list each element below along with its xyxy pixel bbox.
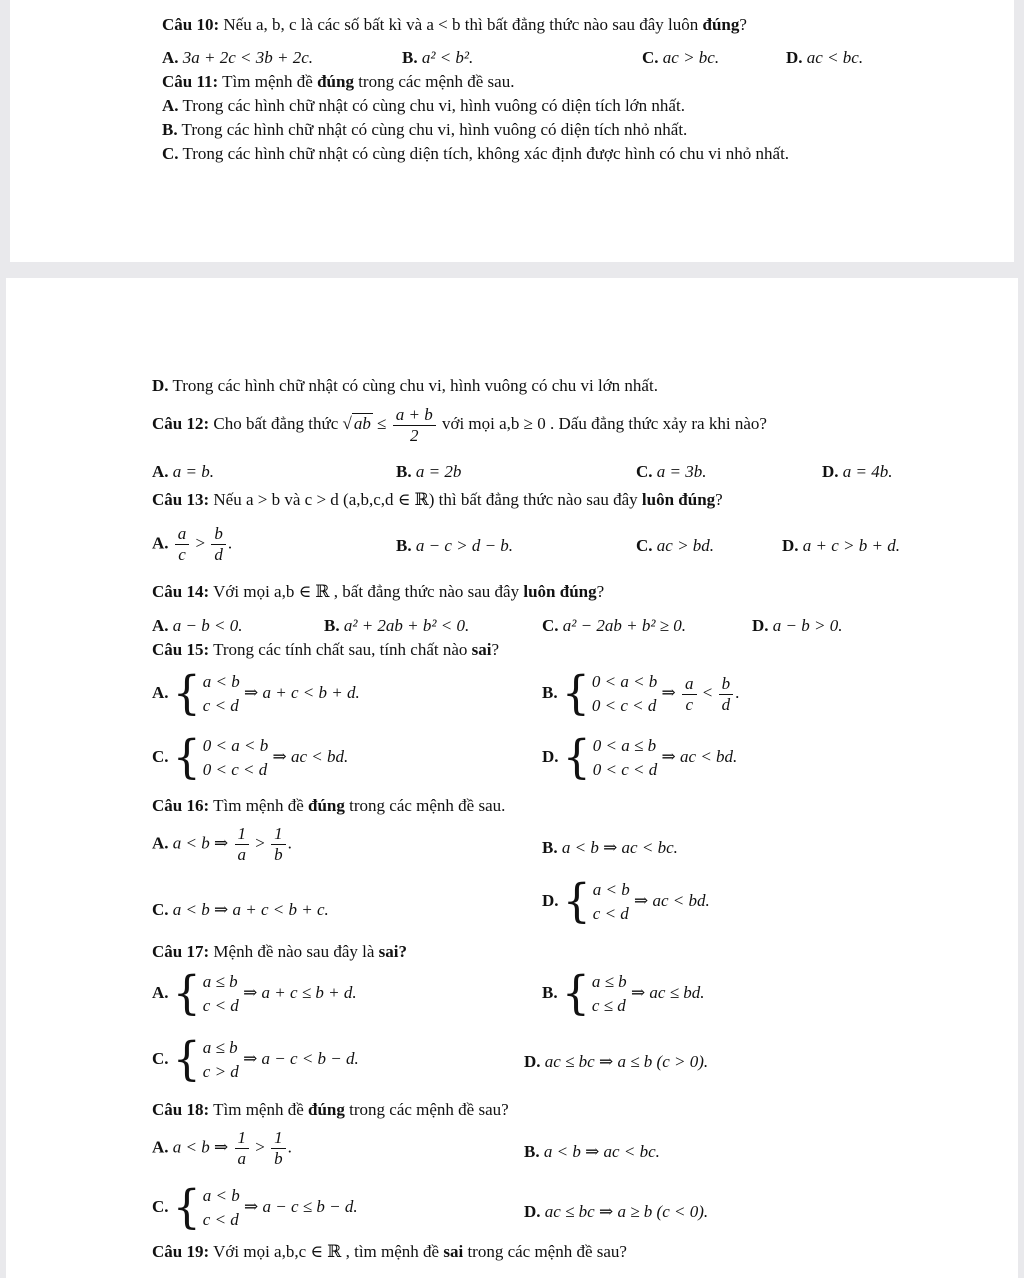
question-14: Câu 14: Với mọi a,b ∈ ℝ , bất đẳng thức nào sau đây luôn đúng? xyxy=(152,582,605,601)
option-d: D. a = 4b. xyxy=(822,462,893,481)
option-a: A. a − b < 0. xyxy=(152,616,243,635)
sqrt-expression: √ ab xyxy=(342,414,371,433)
option-b: B. { 0 < a < b 0 < c < d ⇒ $\frac{a}{c}$ < $\frac{b}{d}$ . xyxy=(542,666,740,721)
option-b: B. a < b ⇒ ac < bc. xyxy=(524,1142,660,1161)
question-15: Câu 15: Trong các tính chất sau, tính chất nào sai? xyxy=(152,640,500,659)
option-a: A. a < b ⇒ $\frac{1}{a}$ > $\frac{1}{b}$ . xyxy=(152,824,292,864)
option-a: A. $\frac{a}{c}$ > $\frac{b}{d}$ . xyxy=(152,524,233,564)
question-19: Câu 19: Với mọi a,b,c ∈ ℝ , tìm mệnh đề sai trong các mệnh đề sau? xyxy=(152,1242,627,1261)
question-number: Câu 14: xyxy=(152,582,210,601)
option-d: D. Trong các hình chữ nhật có cùng chu vi, hình vuông có chu vi lớn nhất. xyxy=(152,376,658,395)
question-12: Câu 12: Cho bất đẳng thức √ ab ≤ $\frac{a + b}{2}$ với mọi a,b ≥ 0 . Dấu đẳng thức xảy ra khi nào? xyxy=(152,404,767,445)
option-a: A. { a ≤ b c < d ⇒ a + c ≤ b + d. xyxy=(152,966,357,1021)
question-emphasis: đúng xyxy=(702,15,740,34)
option-c: C. ac > bc. xyxy=(642,48,720,67)
question-13: Câu 13: Nếu a > b và c > d (a,b,c,d ∈ ℝ) thì bất đẳng thức nào sau đây luôn đúng? xyxy=(152,490,723,509)
option-d: D. ac < bc. xyxy=(786,48,864,67)
question-11: Câu 11: Tìm mệnh đề đúng trong các mệnh đề sau. xyxy=(162,72,515,91)
option-b: B. { a ≤ b c ≤ d ⇒ ac ≤ bd. xyxy=(542,966,705,1021)
option-b: B. a² + 2ab + b² < 0. xyxy=(324,616,470,635)
option-c: C. { 0 < a < b 0 < c < d ⇒ ac < bd. xyxy=(152,730,349,785)
question-18: Câu 18: Tìm mệnh đề đúng trong các mệnh đề sau? xyxy=(152,1100,509,1119)
option-d: D. a + c > b + d. xyxy=(782,536,900,555)
question-number: Câu 19: xyxy=(152,1242,210,1261)
question-number: Câu 18: xyxy=(152,1100,210,1119)
option-a: A. Trong các hình chữ nhật có cùng chu vi, hình vuông có diện tích lớn nhất. xyxy=(162,96,685,115)
option-c: C. Trong các hình chữ nhật có cùng diện tích, không xác định được hình có chu vi nhỏ nhất. xyxy=(162,144,790,163)
option-d: D. ac ≤ bc ⇒ a ≤ b (c > 0). xyxy=(524,1052,709,1071)
option-a: A. 3a + 2c < 3b + 2c. xyxy=(162,48,314,67)
option-c: C. a < b ⇒ a + c < b + c. xyxy=(152,900,329,919)
page-fragment-top xyxy=(10,0,1014,262)
option-a: A. a = b. xyxy=(152,462,215,481)
question-number: Câu 13: xyxy=(152,490,210,509)
question-number: Câu 12: xyxy=(152,414,210,433)
option-d: D. ac ≤ bc ⇒ a ≥ b (c < 0). xyxy=(524,1202,709,1221)
question-number: Câu 17: xyxy=(152,942,210,961)
option-b: B. a − c > d − b. xyxy=(396,536,514,555)
fraction: $\frac{a + b}{2}$ xyxy=(393,405,436,446)
option-c: C. { a ≤ b c > d ⇒ a − c < b − d. xyxy=(152,1032,359,1087)
option-b: B. Trong các hình chữ nhật có cùng chu vi, hình vuông có diện tích nhỏ nhất. xyxy=(162,120,688,139)
option-b: B. a = 2b xyxy=(396,462,462,481)
option-d: D. { a < b c < d ⇒ ac < bd. xyxy=(542,874,710,929)
option-c: C. a² − 2ab + b² ≥ 0. xyxy=(542,616,686,635)
question-number: Câu 16: xyxy=(152,796,210,815)
option-c: C. a = 3b. xyxy=(636,462,707,481)
question-17: Câu 17: Mệnh đề nào sau đây là sai? xyxy=(152,942,407,961)
page-fragment-bottom xyxy=(6,278,1018,1278)
question-text: Nếu a, b, c là các số bất kì và a < b thì bất đẳng thức nào sau đây luôn xyxy=(223,15,699,34)
option-d: D. a − b > 0. xyxy=(752,616,843,635)
option-b: B. a² < b². xyxy=(402,48,474,67)
option-c: C. ac > bd. xyxy=(636,536,715,555)
question-number: Câu 11: xyxy=(162,72,219,91)
option-a: A. { a < b c < d ⇒ a + c < b + d. xyxy=(152,666,360,721)
option-b: B. a < b ⇒ ac < bc. xyxy=(542,838,678,857)
question-16: Câu 16: Tìm mệnh đề đúng trong các mệnh đề sau. xyxy=(152,796,506,815)
question-10: Câu 10: Nếu a, b, c là các số bất kì và a < b thì bất đẳng thức nào sau đây luôn đúng? xyxy=(162,15,747,34)
option-d: D. { 0 < a ≤ b 0 < c < d ⇒ ac < bd. xyxy=(542,730,738,785)
question-number: Câu 15: xyxy=(152,640,210,659)
option-c: C. { a < b c < d ⇒ a − c ≤ b − d. xyxy=(152,1180,358,1235)
question-number: Câu 10: xyxy=(162,15,220,34)
option-a: A. a < b ⇒ $\frac{1}{a}$ > $\frac{1}{b}$ . xyxy=(152,1128,292,1168)
cropped-line-fragment xyxy=(162,0,172,12)
